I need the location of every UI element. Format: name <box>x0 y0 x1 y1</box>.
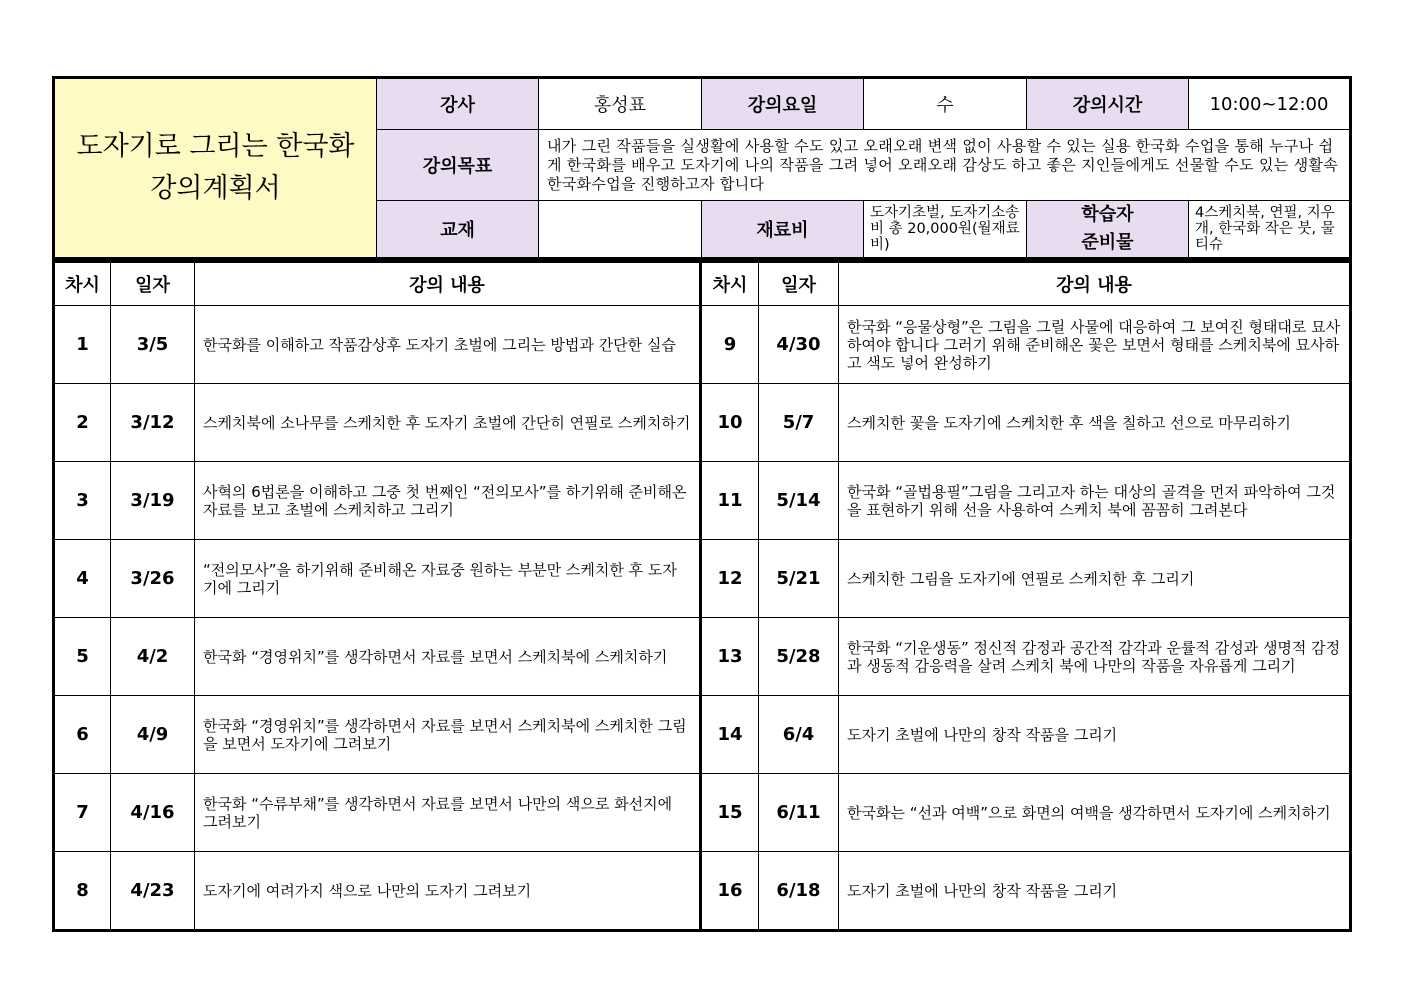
session-date: 5/21 <box>759 540 839 618</box>
session-content: 스케치한 그림을 도자기에 연필로 스케치한 후 그리기 <box>839 540 1351 618</box>
session-number: 13 <box>701 618 759 696</box>
session-number: 5 <box>54 618 111 696</box>
table-row <box>54 384 1351 462</box>
time-value: 10:00~12:00 <box>1189 78 1351 130</box>
session-content: 한국화 “응물상형”은 그림을 그릴 사물에 대응하여 그 보여진 형태대로 묘사하여야 합니다 그러기 위해 준비해온 꽃은 보면서 형태를 스케치북에 묘사하고 색도 넣어 완성하기 <box>839 306 1351 384</box>
session-date: 5/14 <box>759 462 839 540</box>
document-title <box>54 78 377 259</box>
title-line-1: 도자기로 그리는 한국화 <box>76 131 355 162</box>
material-fee-value: 도자기초벌, 도자기소송비 총 20,000원(월재료비) <box>864 201 1027 259</box>
session-content: 사혁의 6법론을 이해하고 그중 첫 번째인 “전의모사”를 하기위해 준비해온 자료를 보고 초벌에 스케치하고 그리기 <box>195 462 701 540</box>
session-content: 한국화는 “선과 여백”으로 화면의 여백을 생각하면서 도자기에 스케치하기 <box>839 774 1351 852</box>
session-number: 14 <box>701 696 759 774</box>
material-fee-label: 재료비 <box>702 201 864 259</box>
instructor-value: 홍성표 <box>539 78 702 130</box>
session-content: 한국화 “경영위치”를 생각하면서 자료를 보면서 스케치북에 스케치한 그림을 보면서 도자기에 그려보기 <box>195 696 701 774</box>
session-header-right: 차시 <box>701 262 759 306</box>
day-label: 강의요일 <box>702 78 864 130</box>
session-number: 16 <box>701 852 759 931</box>
session-content: 한국화 “기운생동” 정신적 감정과 공간적 감각과 운률적 감성과 생명적 감정과 생동적 감응력을 살려 스케치 북에 나만의 작품을 자유롭게 그리기 <box>839 618 1351 696</box>
time-label: 강의시간 <box>1027 78 1189 130</box>
prep-value: 4스케치북, 연필, 지우개, 한국화 작은 붓, 물티슈 <box>1189 201 1351 259</box>
session-content: 스케치북에 소나무를 스케치한 후 도자기 초벌에 간단히 연필로 스케치하기 <box>195 384 701 462</box>
session-content: 도자기 초벌에 나만의 창작 작품을 그리기 <box>839 852 1351 931</box>
session-number: 10 <box>701 384 759 462</box>
date-header-left: 일자 <box>111 262 195 306</box>
session-number: 11 <box>701 462 759 540</box>
session-content: 도자기에 여려가지 색으로 나만의 도자기 그려보기 <box>195 852 701 931</box>
session-content: “전의모사”을 하기위해 준비해온 자료중 원하는 부분만 스케치한 후 도자기에 그리기 <box>195 540 701 618</box>
session-number: 2 <box>54 384 111 462</box>
prep-label-line-1: 학습자 <box>1081 204 1134 225</box>
table-row <box>54 540 1351 618</box>
schedule-table <box>52 260 1352 932</box>
session-number: 4 <box>54 540 111 618</box>
schedule-header-row <box>54 262 1351 306</box>
prep-label <box>1027 201 1189 259</box>
title-line-2: 강의계획서 <box>150 173 281 204</box>
session-date: 4/23 <box>111 852 195 931</box>
session-number: 3 <box>54 462 111 540</box>
session-content: 한국화 “골법용필”그림을 그리고자 하는 대상의 골격을 먼저 파악하여 그것을 표현하기 위해 선을 사용하여 스케치 북에 꼼꼼히 그려본다 <box>839 462 1351 540</box>
session-date: 5/28 <box>759 618 839 696</box>
session-number: 8 <box>54 852 111 931</box>
session-content: 한국화 “경영위치”를 생각하면서 자료를 보면서 스케치북에 스케치하기 <box>195 618 701 696</box>
session-header-left: 차시 <box>54 262 111 306</box>
instructor-label: 강사 <box>377 78 539 130</box>
table-row <box>54 462 1351 540</box>
session-number: 15 <box>701 774 759 852</box>
header-table <box>52 76 1352 260</box>
session-content: 도자기 초벌에 나만의 창작 작품을 그리기 <box>839 696 1351 774</box>
session-date: 4/9 <box>111 696 195 774</box>
session-number: 1 <box>54 306 111 384</box>
table-row <box>54 774 1351 852</box>
date-header-right: 일자 <box>759 262 839 306</box>
goal-label: 강의목표 <box>377 130 539 201</box>
content-header-right: 강의 내용 <box>839 262 1351 306</box>
prep-label-line-2: 준비물 <box>1081 232 1134 253</box>
session-content: 스케치한 꽃을 도자기에 스케치한 후 색을 칠하고 선으로 마무리하기 <box>839 384 1351 462</box>
table-row <box>54 618 1351 696</box>
session-date: 6/18 <box>759 852 839 931</box>
textbook-value <box>539 201 702 259</box>
day-value: 수 <box>864 78 1027 130</box>
lecture-plan-sheet <box>52 76 1349 932</box>
table-row <box>54 852 1351 931</box>
session-number: 12 <box>701 540 759 618</box>
session-date: 5/7 <box>759 384 839 462</box>
session-date: 6/11 <box>759 774 839 852</box>
session-date: 3/26 <box>111 540 195 618</box>
session-date: 3/5 <box>111 306 195 384</box>
session-date: 3/19 <box>111 462 195 540</box>
session-date: 4/2 <box>111 618 195 696</box>
session-content: 한국화를 이해하고 작품감상후 도자기 초벌에 그리는 방법과 간단한 실습 <box>195 306 701 384</box>
session-number: 6 <box>54 696 111 774</box>
textbook-label: 교재 <box>377 201 539 259</box>
session-date: 4/16 <box>111 774 195 852</box>
session-date: 4/30 <box>759 306 839 384</box>
table-row <box>54 306 1351 384</box>
session-number: 9 <box>701 306 759 384</box>
session-number: 7 <box>54 774 111 852</box>
content-header-left: 강의 내용 <box>195 262 701 306</box>
session-content: 한국화 “수류부채”를 생각하면서 자료를 보면서 나만의 색으로 화선지에 그려보기 <box>195 774 701 852</box>
goal-text: 내가 그린 작품들을 실생활에 사용할 수도 있고 오래오래 변색 없이 사용할 수 있는 실용 한국화 수업을 통해 누구나 쉽게 한국화를 배우고 도자기에 나의 작품을 그려 넣어 오래오래 감상도 하고 좋은 지인들에게도 선물할 수도 있는 생활속 한국화수업을 진행하고자 합니다 <box>539 130 1351 201</box>
table-row <box>54 696 1351 774</box>
session-date: 6/4 <box>759 696 839 774</box>
session-date: 3/12 <box>111 384 195 462</box>
